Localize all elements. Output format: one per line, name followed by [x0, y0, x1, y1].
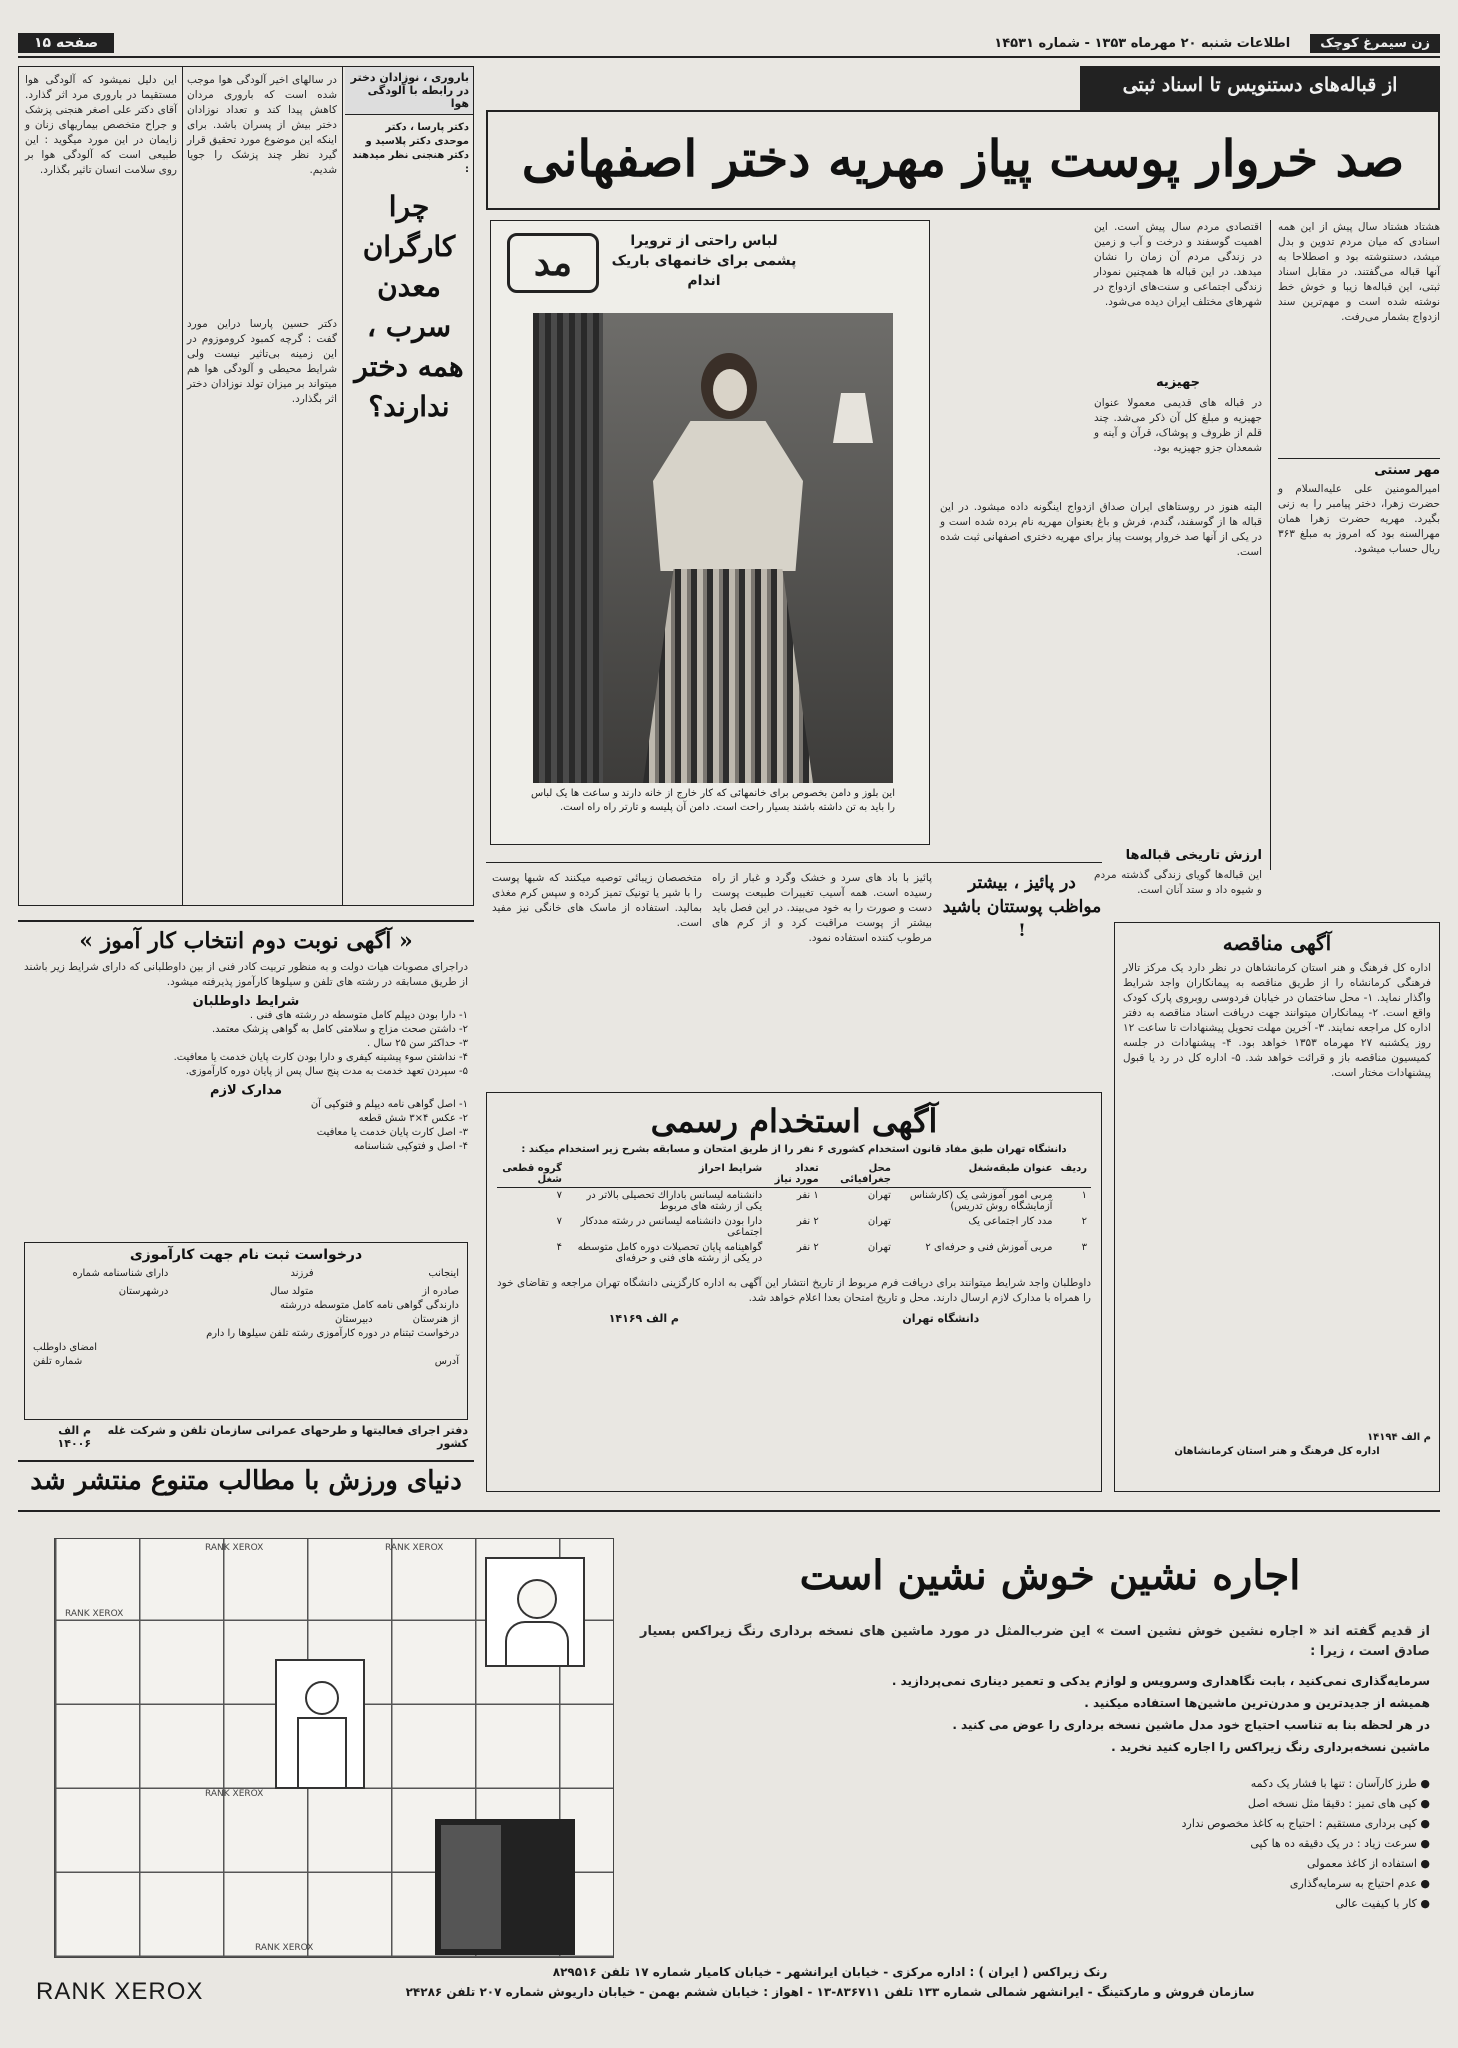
xerox-logo: RANK XEROX: [36, 1978, 204, 2005]
doc-item: ۱- اصل گواهی نامه دیپلم و فتوکپی آن: [310, 1099, 468, 1110]
form-field: دارای شناسنامه شماره: [72, 1268, 169, 1279]
fashion-caption: این بلوز و دامن بخصوص برای خانمهائی که کار خارج از خانه دارند و ساعت ها یک لباس را باید به تن داشته باشند بسیار راحت است. دامن آن پلیسه و تارتر راه راه است.: [531, 788, 895, 813]
skincare-body-2: متخصصان زیبائی توصیه میکنند که شبها پوست را با شیر یا تونیک تمیز کرده و سپس کرم مغذی بمالید. استفاده از ماسک های خانگی نیز مفید است.: [492, 872, 702, 929]
fashion-title: لباس راحتی از ترویرا پشمی برای خانمهای باریک اندام: [611, 233, 797, 289]
xerox-intro: از قدیم گفته اند « اجاره نشین خوش نشین است » این ضرب‌المثل در مورد ماشین های نسخه برداری رنگ زیراکس بسیار صادق است ، زیرا :: [640, 1624, 1430, 1659]
tender-code: م الف ۱۴۱۹۴: [1367, 1432, 1431, 1443]
cell: ۱ نفر: [796, 1190, 819, 1201]
main-body-right: هشتاد هشتاد سال پیش از این همه اسنادی که میان مردم تدوین و بدل میشد، دستنوشته بود و اصطلاحا به آنها قباله می‌گفتند. در مقابل اسناد ثبتی، این قباله‌ها زیبا و خوش خط نوشته شده است و مهم‌ترین سند ازدواج بشمار می‌رفت.: [1278, 221, 1440, 323]
xerox-illustration: [54, 1538, 614, 1958]
col-header: ردیف: [1056, 1161, 1091, 1188]
cell: ۷: [556, 1190, 562, 1201]
table-row: [497, 1214, 1091, 1240]
man-shirt: [505, 1621, 569, 1667]
cell: ۷: [556, 1216, 562, 1227]
hire-body: داوطلبان واجد شرایط میتوانند برای دریافت فرم مربوط از تاریخ انتشار این آگهی به اداره کارگزینی دانشگاه تهران مراجعه و تقاضای خود را همراه با مدارک لازم ارسال دارند. محل و تاریخ امتحان بعدا اعلام خواهد شد.: [497, 1277, 1091, 1304]
col-header: گروه قطعی شغل: [497, 1161, 566, 1188]
main-body-mid2: البته هنوز در روستاهای ایران صداق ازدواج اینگونه داده میشود. در این قباله ها از گوسفند، گندم، فرش و باغ بعنوان مهریه نام برده شده است و در یکی از آنها صد خروار پوست پیاز برای مهریه دختری اصفهانی ثبت شده است.: [940, 501, 1262, 558]
cell: مربی امور آموزشی یک (کارشناس آزمایشگاه روش تدریس): [909, 1190, 1053, 1212]
hire-intro: دانشگاه تهران طبق مفاد قانون استخدام کشوری ۶ نفر را از طریق امتحان و مسابقه بشرح زیر استخدام میکند :: [521, 1144, 1067, 1155]
cell: ۴: [556, 1242, 562, 1253]
form-field: اینجانب: [428, 1268, 459, 1279]
xerox-bullet: ● طرز کارآسان : تنها با فشار یک دکمه: [1250, 1777, 1430, 1790]
doc-item: ۲- عکس ۴×۳ شش قطعه: [358, 1113, 468, 1124]
pollution-article: [18, 66, 474, 906]
cell: گواهینامه پایان تحصیلات دوره کامل متوسطه در یکی از رشته های فنی و حرفه‌ای: [577, 1242, 763, 1264]
karamooz-ad: [18, 920, 474, 1450]
pollution-doctors: دکتر پارسا ، دکتر موحدی دکتر پلاسید و دکتر هنجنی نظر میدهند :: [352, 122, 469, 175]
main-headline: صد خروار پوست پیاز مهریه دختر اصفهانی: [521, 129, 1405, 188]
pollution-body-3: این دلیل نمیشود که آلودگی هوا مستقیما در باروری مرد اثر گذارد. آقای دکتر علی اصغر هنجنی پزشک و جراح متخصص بیماریهای زنان و زایمان در این مورد میگوید : این طبیعی است که آلودگی هوا بر روی سلامت انسان تاثیر بگذارد.: [25, 74, 177, 176]
hire-ad: [486, 1092, 1102, 1492]
main-body-arzesh: این قباله‌ها گویای زندگی گذشته مردم و شیوه داد و ستد آنان است.: [1094, 869, 1262, 896]
wall-label: RANK XEROX: [65, 1609, 124, 1619]
sport-banner: دنیای ورزش با مطالب متنوع منتشر شد: [18, 1460, 474, 1500]
karamooz-docs-title: مدارک لازم: [209, 1083, 283, 1098]
table-row: [497, 1240, 1091, 1266]
brand-tag: زن سیمرغ کوچک: [1310, 34, 1440, 53]
xerox-bullet: ● کار با کیفیت عالی: [1335, 1897, 1430, 1910]
xerox-line: در هر لحظه بنا به تناسب احتیاج خود مدل ماشین نسخه برداری را عوض می کنید .: [952, 1718, 1430, 1732]
window-small: [275, 1659, 365, 1789]
tender-sign: اداره کل فرهنگ و هنر استان کرمانشاهان: [1174, 1446, 1380, 1457]
model-face: [713, 369, 747, 411]
form-field: درخواست ثبتنام در دوره کارآموزی رشته تلفن سیلوها را دارم: [206, 1328, 459, 1339]
bullet-text: استفاده از کاغذ معمولی: [1306, 1857, 1417, 1870]
skincare-body: پائیز با باد های سرد و خشک وگرد و غبار از راه رسیده است. همه آسیب تغییرات طبیعت پوست دست و صورت را به خود می‌بیند. در این فصل باید بیشتر از پوست مراقبت کرد و از کرم های مرطوب کننده استفاده نمود.: [712, 872, 932, 944]
xerox-title: اجاره نشین خوش نشین است: [799, 1552, 1301, 1599]
form-title: درخواست ثبت نام جهت کارآموزی: [129, 1247, 363, 1263]
xerox-line: همیشه از جدیدترین و مدرن‌ترین ماشین‌ها استفاده میکنید .: [1084, 1696, 1430, 1710]
karamooz-docs: [18, 1098, 474, 1154]
form-field: آدرس: [434, 1356, 459, 1367]
xerox-bullet: ● استفاده از کاغذ معمولی: [1306, 1857, 1430, 1870]
karamooz-conditions: [18, 1009, 474, 1079]
hire-title: آگهی استخدام رسمی: [650, 1102, 938, 1140]
cell: ۳: [1081, 1242, 1087, 1253]
xerox-bullet: ● عدم احتیاج به سرمایه‌گذاری: [1289, 1877, 1430, 1890]
pollution-big-question: چرا کارگران معدن سرب ، همه دختر ندارند؟: [354, 190, 464, 423]
form-field: دبیرستان: [335, 1314, 373, 1325]
cell: ۲ نفر: [796, 1216, 819, 1227]
main-kicker: از قباله‌های دستنویس تا اسناد ثبتی: [1080, 66, 1440, 110]
fashion-logo: مد: [507, 233, 599, 293]
bullet-text: سرعت زیاد : در یک دقیقه ده ها کپی: [1250, 1837, 1417, 1850]
xerox-address: [230, 1962, 1430, 2002]
cell: تهران: [867, 1190, 891, 1201]
main-headline-box: [486, 110, 1440, 210]
karamooz-intro: دراجرای مصوبات هیات دولت و به منظور تربیت کادر فنی از بین داوطلبانی که دارای شرایط زیر باشند از طریق مسابقه در رشته های تلفن و سیلوها کارآموز پذیرفته میشود.: [24, 961, 468, 988]
col-header: شرایط احراز: [566, 1161, 766, 1188]
condition-item: ۱- دارا بودن دیپلم کامل متوسطه در رشته های فنی .: [249, 1010, 468, 1021]
bullet-text: طرز کارآسان : تنها با فشار یک دکمه: [1250, 1777, 1417, 1790]
cell: دارا بودن دانشنامه لیسانس در رشته مددکار اجتماعی: [580, 1216, 763, 1238]
main-body-mid: اقتصادی مردم سال پیش است. این اهمیت گوسفند و درخت و آب و زمین در زندگی مردم آن زمان را نشان میدهد. در این قباله ها همچنین نمودار زندگی اجتماعی و سنت‌های ازدواج در شهرهای مختلف ایران دیده می‌شود.: [1094, 221, 1262, 308]
main-body-jahiz: در قباله های قدیمی معمولا عنوان جهیزیه و مبلغ کل آن ذکر می‌شد. چند قلم از ظروف و پوشاک، قرآن و آینه و شمعدان جزو جهیزیه بود.: [1094, 397, 1262, 454]
hire-table-header: [497, 1161, 1091, 1188]
subhead-arzesh: ارزش تاریخی قباله‌ها: [1125, 848, 1262, 863]
page-number: صفحه ۱۵: [18, 33, 114, 53]
subhead-mehr: مهر سنتی: [1278, 458, 1440, 478]
pollution-header: باروری ، نوزادان دختر در رابطه با آلودگی هوا: [345, 67, 473, 115]
cell: ۲: [1081, 1216, 1087, 1227]
xerox-bullet: ● کپی برداری مستقیم : احتیاج به کاغذ مخصوص ندارد: [1181, 1817, 1430, 1830]
karamooz-form: [24, 1242, 468, 1420]
condition-item: ۵- سپردن تعهد خدمت به مدت پنج سال پس از پایان دوره کارآموزی.: [185, 1066, 468, 1077]
xerox-ad: [18, 1510, 1440, 2030]
masthead-bar: [18, 30, 1440, 58]
pollution-body-1: در سالهای اخیر آلودگی هوا موجب شده است که باروری مردان کاهش پیدا کند و تعداد نوزادان دختر بیش از پسران باشد. برای اینکه این موضوع مورد تحقیق قرار گیرد نظر چند پزشک را جویا شدیم.: [187, 74, 337, 176]
xerox-lines: [640, 1670, 1430, 1758]
bullet-text: عدم احتیاج به سرمایه‌گذاری: [1289, 1877, 1417, 1890]
karamooz-footer: [18, 1424, 474, 1450]
lamp-shade: [833, 393, 873, 443]
pollution-body-2: دکتر حسین پارسا دراین مورد گفت : گرچه کمبود کروموزوم در این زمینه بی‌تاثیر نیست ولی شرایط محیطی و آلودگی هوا هم میتواند بر میزان تولد نوزادان دختر اثر بگذارد.: [187, 318, 337, 405]
karamooz-title: « آگهی نوبت دوم انتخاب کار آموز »: [79, 928, 413, 954]
doc-item: ۴- اصل و فتوکپی شناسنامه: [353, 1141, 468, 1152]
subhead-jahiz: جهیزیه: [1155, 375, 1201, 390]
model-skirt: [643, 569, 813, 783]
hire-table: [497, 1161, 1091, 1266]
wall-label: RANK XEROX: [255, 1943, 314, 1953]
hire-code: م الف ۱۴۱۶۹: [608, 1312, 679, 1325]
model-blouse: [653, 421, 803, 571]
form-field: از هنرستان: [412, 1314, 459, 1325]
col-header: تعداد مورد نیاز: [766, 1161, 823, 1188]
skincare-article: [486, 862, 1102, 1087]
form-field: فرزند: [290, 1268, 314, 1279]
col-header: محل جغرافیائی: [823, 1161, 895, 1188]
man-figure-window: [517, 1579, 557, 1619]
doc-item: ۳- اصل کارت پایان خدمت یا معافیت: [316, 1127, 468, 1138]
xerox-line: سرمایه‌گذاری نمی‌کنید ، بابت نگاهداری وسرویس و لوازم یدکی و تعمیر دیناری نمی‌پردازید .: [891, 1674, 1430, 1688]
wall-label: RANK XEROX: [385, 1543, 444, 1553]
skincare-title: در پائیز ، بیشتر مواظب پوستتان باشید !: [942, 873, 1102, 941]
issue-line: اطلاعات شنبه ۲۰ مهرماه ۱۳۵۳ - شماره ۱۴۵۳۱: [994, 35, 1291, 51]
bullet-text: کپی برداری مستقیم : احتیاج به کاغذ مخصوص ندارد: [1181, 1817, 1417, 1830]
form-field: درشهرستان: [118, 1286, 169, 1297]
cell: مربی آموزش فنی و حرفه‌ای ۲: [925, 1242, 1053, 1253]
tender-ad: [1114, 922, 1440, 1492]
cell: تهران: [867, 1216, 891, 1227]
tender-body: اداره کل فرهنگ و هنر استان کرمانشاهان در نظر دارد یک مرکز تالار فرهنگی کرمانشاه را از طریق مناقصه به پیمانکاران واجد شرایط واگذار نماید. ۱- محل ساختمان در خیابان فردوسی روبروی پارک کودک واقع است. ۲- پیمانکاران میتوانند جهت دریافت اسناد مناقصه به دفتر اداره کل مراجعه نمایند. ۳- آخرین مهلت تحویل پیشنهادات تا ساعت ۱۲ روز یکشنبه ۲۷ مهرماه ۱۳۵۳ خواهد بود. ۴- پیشنهادات در جلسه کمیسیون مناقصه باز و قرائت خواهد شد. ۵- اداره کل در رد یا قبول پیشنهادات مختار است.: [1123, 962, 1431, 1079]
karamooz-footer-org: دفتر اجرای فعالیتها و طرحهای عمرانی سازمان تلفن و شرکت غله کشور: [107, 1424, 468, 1450]
curtain-left: [533, 313, 603, 783]
door-open: [435, 1819, 575, 1955]
bullet-text: کپی های تمیز : دقیقا مثل نسخه اصل: [1247, 1797, 1417, 1810]
karamooz-code: م الف ۱۴۰۰۶: [57, 1424, 92, 1450]
xerox-bullet: ● کپی های تمیز : دقیقا مثل نسخه اصل: [1247, 1797, 1430, 1810]
wall-label: RANK XEROX: [205, 1789, 264, 1799]
xerox-addr-2: سازمان فروش و مارکتینگ - ایرانشهر شمالی شماره ۱۳۳ تلفن ۸۳۶۷۱۱-۱۳ - اهواز : خیابان ششم بهمن - خیابان داریوش شماره ۲۰۷ تلفن ۲۴۲۸۶: [405, 1985, 1255, 1999]
cell: دانشنامه لیسانس باداراك تحصیلی بالاتر در یکی از رشته های مربوط: [586, 1190, 763, 1212]
cell: ۱: [1081, 1190, 1087, 1201]
condition-item: ۳- حداکثر سن ۲۵ سال .: [367, 1038, 468, 1049]
condition-item: ۴- نداشتن سوء پیشینه کیفری و دارا بودن کارت پایان خدمت یا معافیت.: [173, 1052, 468, 1063]
form-field: متولد سال: [269, 1286, 314, 1297]
fashion-photo: [533, 313, 893, 783]
table-row: [497, 1188, 1091, 1215]
condition-item: ۲- داشتن صحت مزاج و سلامتی کامل به گواهی پزشک معتمد.: [212, 1024, 468, 1035]
form-field: دارندگی گواهی نامه کامل متوسطه دررشته: [279, 1300, 459, 1311]
cell: ۲ نفر: [796, 1242, 819, 1253]
xerox-addr-1: رنک زیراکس ( ایران ) : اداره مرکزی - خیابان ایرانشهر - خیابان کامیار شماره ۱۷ تلفن ۸۲۹۵۱۶: [552, 1965, 1108, 1979]
window-open: [485, 1557, 585, 1667]
form-field: امضای داوطلب: [33, 1342, 98, 1353]
cell: تهران: [867, 1242, 891, 1253]
form-field: صادره از: [422, 1286, 459, 1297]
form-field: شماره تلفن: [33, 1356, 83, 1367]
wall-label: RANK XEROX: [205, 1543, 264, 1553]
tender-title: آگهی مناقصه: [1222, 931, 1332, 955]
door-panel: [441, 1825, 501, 1949]
bullet-text: کار با کیفیت عالی: [1335, 1897, 1417, 1910]
xerox-line: ماشین نسخه‌برداری رنگ زیراکس را اجاره کنید نخرید .: [1111, 1740, 1430, 1754]
xerox-bullet: ● سرعت زیاد : در یک دقیقه ده ها کپی: [1250, 1837, 1430, 1850]
cell: مدد کار اجتماعی یک: [968, 1216, 1053, 1227]
xerox-bullets: [870, 1774, 1430, 1914]
fashion-box: [490, 220, 930, 845]
man-body-small: [297, 1717, 347, 1787]
karamooz-conditions-title: شرایط داوطلبان: [192, 994, 300, 1009]
main-body-mehr: امیرالمومنین علی علیه‌السلام و حضرت زهرا، دختر پیامبر را به زنی بگیرد. مهریه حضرت زهرا همان مهرالسنه بود که امروز به مبلغ ۳۶۳ ریال حساب میشود.: [1278, 483, 1440, 555]
man-figure-small: [305, 1681, 339, 1715]
col-header: عنوان طبقه‌شغل: [895, 1161, 1057, 1188]
hire-sign: دانشگاه تهران: [902, 1312, 980, 1325]
